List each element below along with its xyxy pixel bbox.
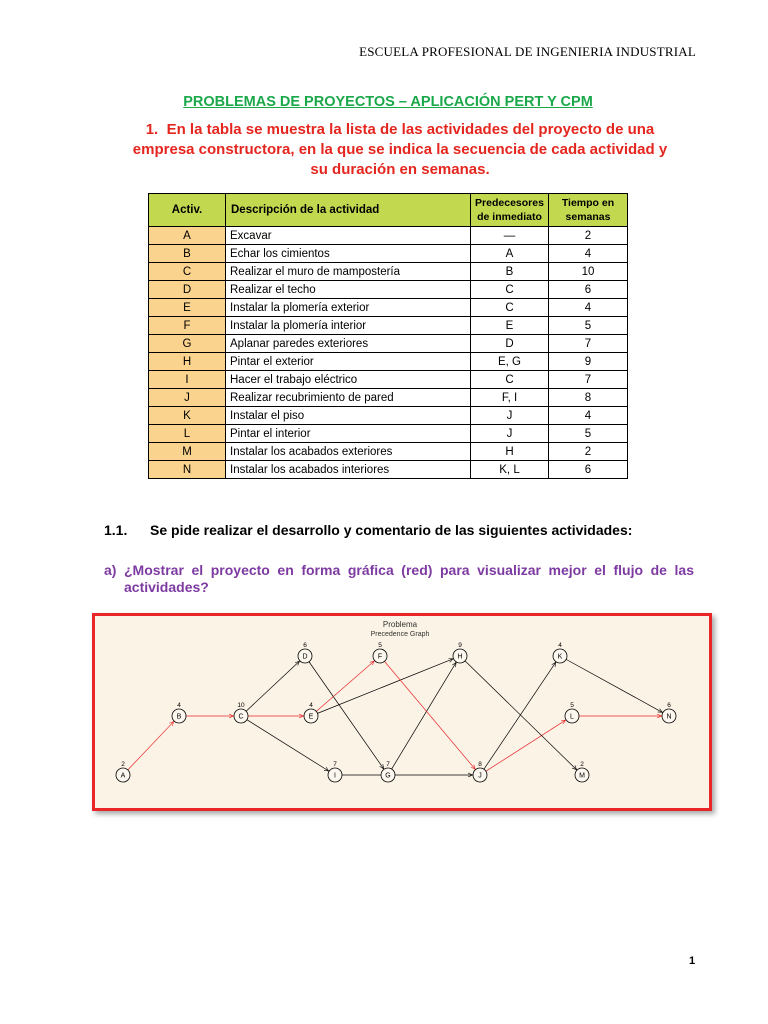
node-label: M [579, 772, 585, 780]
table-row [149, 317, 628, 335]
edge-d-g [309, 662, 384, 769]
edge-g-h [392, 662, 456, 769]
problem-statement [100, 120, 700, 180]
table-row [149, 407, 628, 425]
cell-activity: I [149, 371, 226, 389]
graph-subtitle: Precedence Graph [370, 631, 430, 638]
cell-activity: N [149, 461, 226, 479]
node-label: L [570, 713, 574, 721]
cell-description: Aplanar paredes exteriores [226, 335, 471, 353]
edge-j-l [486, 720, 566, 771]
cell-activity: C [149, 263, 226, 281]
cell-predecessors: J [471, 425, 549, 443]
cell-time: 2 [549, 227, 628, 245]
node-label: G [385, 772, 391, 780]
node-duration: 5 [378, 642, 382, 649]
node-duration: 4 [558, 642, 562, 649]
cell-activity: B [149, 245, 226, 263]
cell-description: Instalar los acabados exteriores [226, 443, 471, 461]
cell-predecessors: C [471, 281, 549, 299]
cell-description: Instalar el piso [226, 407, 471, 425]
cell-activity: J [149, 389, 226, 407]
edge-a-b [128, 721, 174, 769]
edge-j-k [484, 662, 556, 769]
page-number: 1 [689, 955, 696, 967]
question-a [104, 562, 694, 596]
node-duration: 6 [303, 642, 307, 649]
cell-predecessors: A [471, 245, 549, 263]
page-header: ESCUELA PROFESIONAL DE INGENIERIA INDUSTRIAL [359, 44, 696, 59]
cell-time: 4 [549, 299, 628, 317]
cell-description: Instalar los acabados interiores [226, 461, 471, 479]
cell-activity: D [149, 281, 226, 299]
cell-predecessors: J [471, 407, 549, 425]
cell-time: 6 [549, 281, 628, 299]
node-duration: 7 [386, 761, 390, 768]
node-e [304, 702, 318, 723]
cell-activity: F [149, 317, 226, 335]
question-a-text: ¿Mostrar el proyecto en forma gráfica (red) para visualizar mejor el flujo de las actividades? [124, 562, 694, 595]
table-row [149, 443, 628, 461]
cell-predecessors: K, L [471, 461, 549, 479]
problem-number: 1. [145, 121, 159, 138]
cell-description: Echar los cimientos [226, 245, 471, 263]
table-row [149, 371, 628, 389]
cell-time: 7 [549, 371, 628, 389]
section-text: Se pide realizar el desarrollo y comentario de las siguientes actividades: [150, 522, 633, 538]
node-duration: 2 [580, 761, 584, 768]
cell-predecessors: C [471, 299, 549, 317]
cell-description: Excavar [226, 227, 471, 245]
cell-predecessors: B [471, 263, 549, 281]
cell-description: Instalar la plomería interior [226, 317, 471, 335]
table-row [149, 335, 628, 353]
node-m [575, 761, 589, 782]
table-row [149, 245, 628, 263]
node-duration: 8 [478, 761, 482, 768]
cell-description: Pintar el interior [226, 425, 471, 443]
header-activity: Activ. [149, 194, 226, 227]
node-label: D [302, 653, 308, 661]
cell-activity: G [149, 335, 226, 353]
node-label: A [120, 772, 126, 780]
node-label: I [334, 772, 336, 780]
cell-time: 10 [549, 263, 628, 281]
table-row [149, 263, 628, 281]
node-label: H [457, 653, 463, 661]
node-h [453, 642, 467, 663]
cell-description: Realizar el muro de mampostería [226, 263, 471, 281]
page-title: PROBLEMAS DE PROYECTOS – APLICACIÓN PERT Y CPM [183, 94, 593, 110]
node-g [381, 761, 395, 782]
cell-time: 4 [549, 245, 628, 263]
cell-time: 6 [549, 461, 628, 479]
problem-line-2: empresa constructora, en la que se indica la secuencia de cada actividad y [132, 141, 668, 158]
header-predecessors: Predecesores de inmediato [471, 194, 549, 227]
node-duration: 4 [177, 702, 181, 709]
cell-activity: E [149, 299, 226, 317]
cell-activity: M [149, 443, 226, 461]
table-header-row [149, 194, 628, 227]
table-row [149, 299, 628, 317]
problem-line-1: 1. En la tabla se muestra la lista de las actividades del proyecto de una [145, 121, 655, 138]
node-label: B [176, 713, 182, 721]
cell-time: 8 [549, 389, 628, 407]
graph-edges [128, 659, 663, 775]
cell-description: Hacer el trabajo eléctrico [226, 371, 471, 389]
node-duration: 6 [667, 702, 671, 709]
table-row [149, 281, 628, 299]
table-row [149, 389, 628, 407]
edge-e-f [316, 661, 374, 711]
cell-description: Pintar el exterior [226, 353, 471, 371]
header-time: Tiempo en semanas [549, 194, 628, 227]
cell-activity: H [149, 353, 226, 371]
cell-predecessors: E, G [471, 353, 549, 371]
cell-time: 9 [549, 353, 628, 371]
section-number: 1.1. [104, 522, 128, 538]
node-label: N [666, 713, 672, 721]
precedence-graph-frame [92, 613, 712, 811]
precedence-graph [95, 616, 709, 808]
node-duration: 7 [333, 761, 337, 768]
problem-line-3: su duración en semanas. [310, 161, 490, 178]
node-a [116, 761, 130, 782]
node-label: K [557, 653, 563, 661]
section-heading [104, 522, 632, 538]
edge-c-d [246, 661, 299, 711]
edge-e-h [317, 659, 453, 714]
table-row [149, 227, 628, 245]
node-f [373, 642, 387, 663]
cell-description: Realizar recubrimiento de pared [226, 389, 471, 407]
cell-time: 2 [549, 443, 628, 461]
node-k [553, 642, 567, 663]
cell-activity: A [149, 227, 226, 245]
edge-f-j [385, 661, 476, 769]
cell-description: Realizar el techo [226, 281, 471, 299]
question-a-label: a) [104, 562, 117, 578]
node-l [565, 702, 579, 723]
activities-table [148, 193, 628, 479]
cell-description: Instalar la plomería exterior [226, 299, 471, 317]
table-body [149, 227, 628, 479]
cell-predecessors: E [471, 317, 549, 335]
node-c [234, 702, 248, 723]
graph-nodes [116, 642, 676, 782]
node-duration: 9 [458, 642, 462, 649]
node-label: J [478, 772, 482, 780]
cell-predecessors: H [471, 443, 549, 461]
cell-time: 5 [549, 425, 628, 443]
cell-activity: K [149, 407, 226, 425]
cell-activity: L [149, 425, 226, 443]
node-duration: 4 [309, 702, 313, 709]
cell-predecessors: C [471, 371, 549, 389]
table-row [149, 353, 628, 371]
cell-time: 5 [549, 317, 628, 335]
cell-time: 4 [549, 407, 628, 425]
node-label: E [308, 713, 314, 721]
edge-c-i [247, 720, 329, 771]
cell-time: 7 [549, 335, 628, 353]
edge-k-n [566, 659, 662, 712]
node-label: C [238, 713, 244, 721]
graph-title: Problema [382, 620, 418, 629]
node-label: F [377, 653, 383, 661]
node-n [662, 702, 676, 723]
table-row [149, 461, 628, 479]
cell-predecessors: F, I [471, 389, 549, 407]
edge-h-m [465, 661, 577, 770]
node-duration: 10 [237, 702, 245, 709]
node-b [172, 702, 186, 723]
node-duration: 5 [570, 702, 574, 709]
header-description: Descripción de la actividad [226, 194, 471, 227]
cell-predecessors: — [471, 227, 549, 245]
node-duration: 2 [121, 761, 125, 768]
node-i [328, 761, 342, 782]
table-row [149, 425, 628, 443]
node-j [473, 761, 487, 782]
cell-predecessors: D [471, 335, 549, 353]
node-d [298, 642, 312, 663]
